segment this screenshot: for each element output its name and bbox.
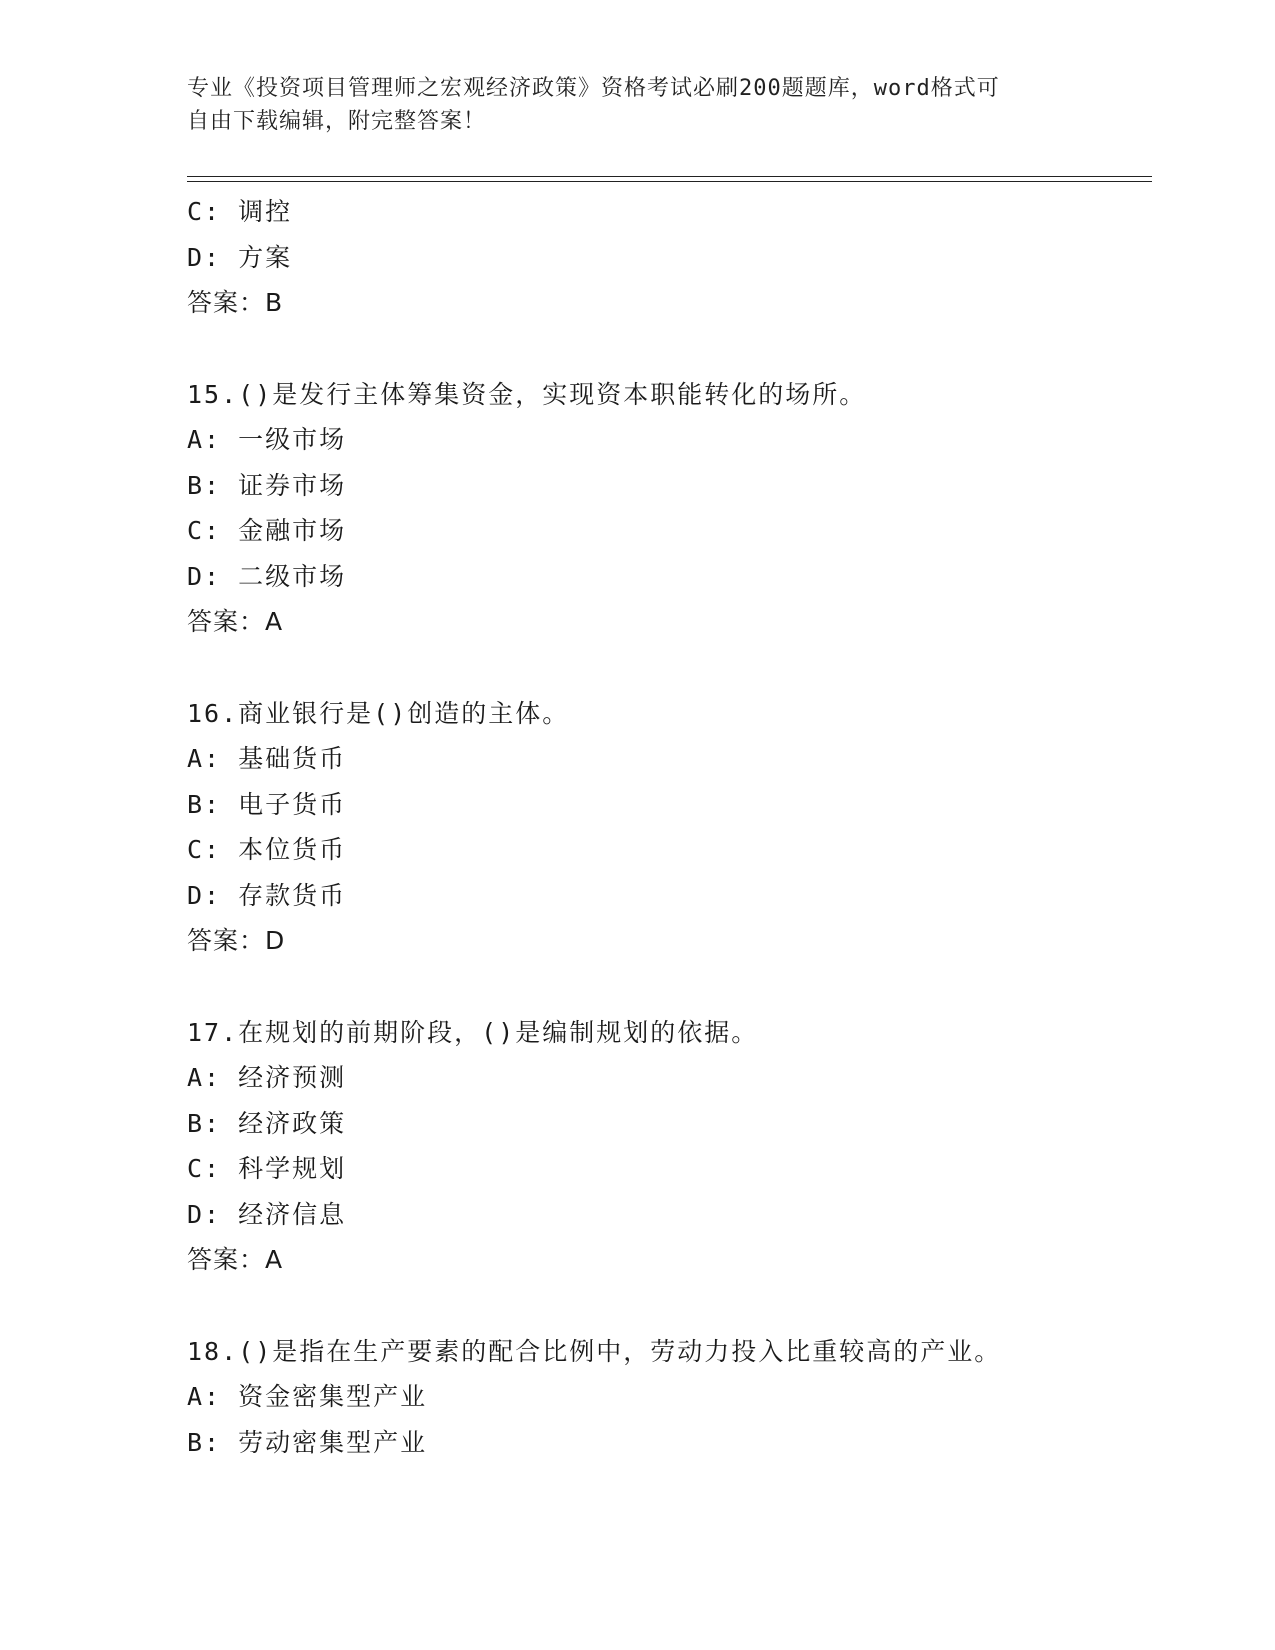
option-b: B: 电子货币 — [187, 789, 347, 819]
option-b: B: 劳动密集型产业 — [187, 1427, 428, 1457]
option-d: D: 经济信息 — [187, 1199, 347, 1229]
option-c: C: 金融市场 — [187, 516, 347, 545]
header-line-2: 自由下载编辑，附完整答案！ — [187, 109, 487, 134]
question-block-17 — [187, 1010, 1152, 1283]
question-block-16 — [187, 691, 1152, 964]
option-d: D: 方案 — [187, 242, 293, 272]
option-b: B: 证券市场 — [187, 470, 347, 500]
option-c: C: 本位货币 — [187, 835, 347, 864]
option-b: B: 经济政策 — [187, 1108, 347, 1138]
header-line-1: 专业《投资项目管理师之宏观经济政策》资格考试必刷200题题库，word格式可 — [187, 76, 1000, 101]
header-divider-bottom — [187, 181, 1152, 182]
question-stem: 17.在规划的前期阶段，()是编制规划的依据。 — [187, 1017, 759, 1047]
option-a: A: 基础货币 — [187, 744, 347, 773]
answer-line: 答案：D — [187, 926, 286, 955]
question-stem: 15.()是发行主体筹集资金，实现资本职能转化的场所。 — [187, 379, 867, 409]
question-list — [187, 189, 1152, 1465]
option-c: C: 科学规划 — [187, 1154, 347, 1183]
question-block-15 — [187, 372, 1152, 645]
option-a: A: 资金密集型产业 — [187, 1382, 428, 1411]
question-stem: 18.()是指在生产要素的配合比例中，劳动力投入比重较高的产业。 — [187, 1336, 1002, 1366]
answer-line: 答案：A — [187, 607, 284, 636]
answer-line: 答案：A — [187, 1245, 284, 1274]
option-d: D: 二级市场 — [187, 561, 347, 591]
question-block-14 — [187, 189, 1152, 326]
question-stem: 16.商业银行是()创造的主体。 — [187, 698, 570, 728]
answer-line: 答案：B — [187, 288, 284, 317]
option-c: C: 调控 — [187, 197, 293, 226]
question-block-18 — [187, 1329, 1152, 1466]
header-divider-top — [187, 176, 1152, 177]
document-header — [187, 72, 1087, 138]
option-a: A: 经济预测 — [187, 1063, 347, 1092]
option-a: A: 一级市场 — [187, 425, 347, 454]
option-d: D: 存款货币 — [187, 880, 347, 910]
